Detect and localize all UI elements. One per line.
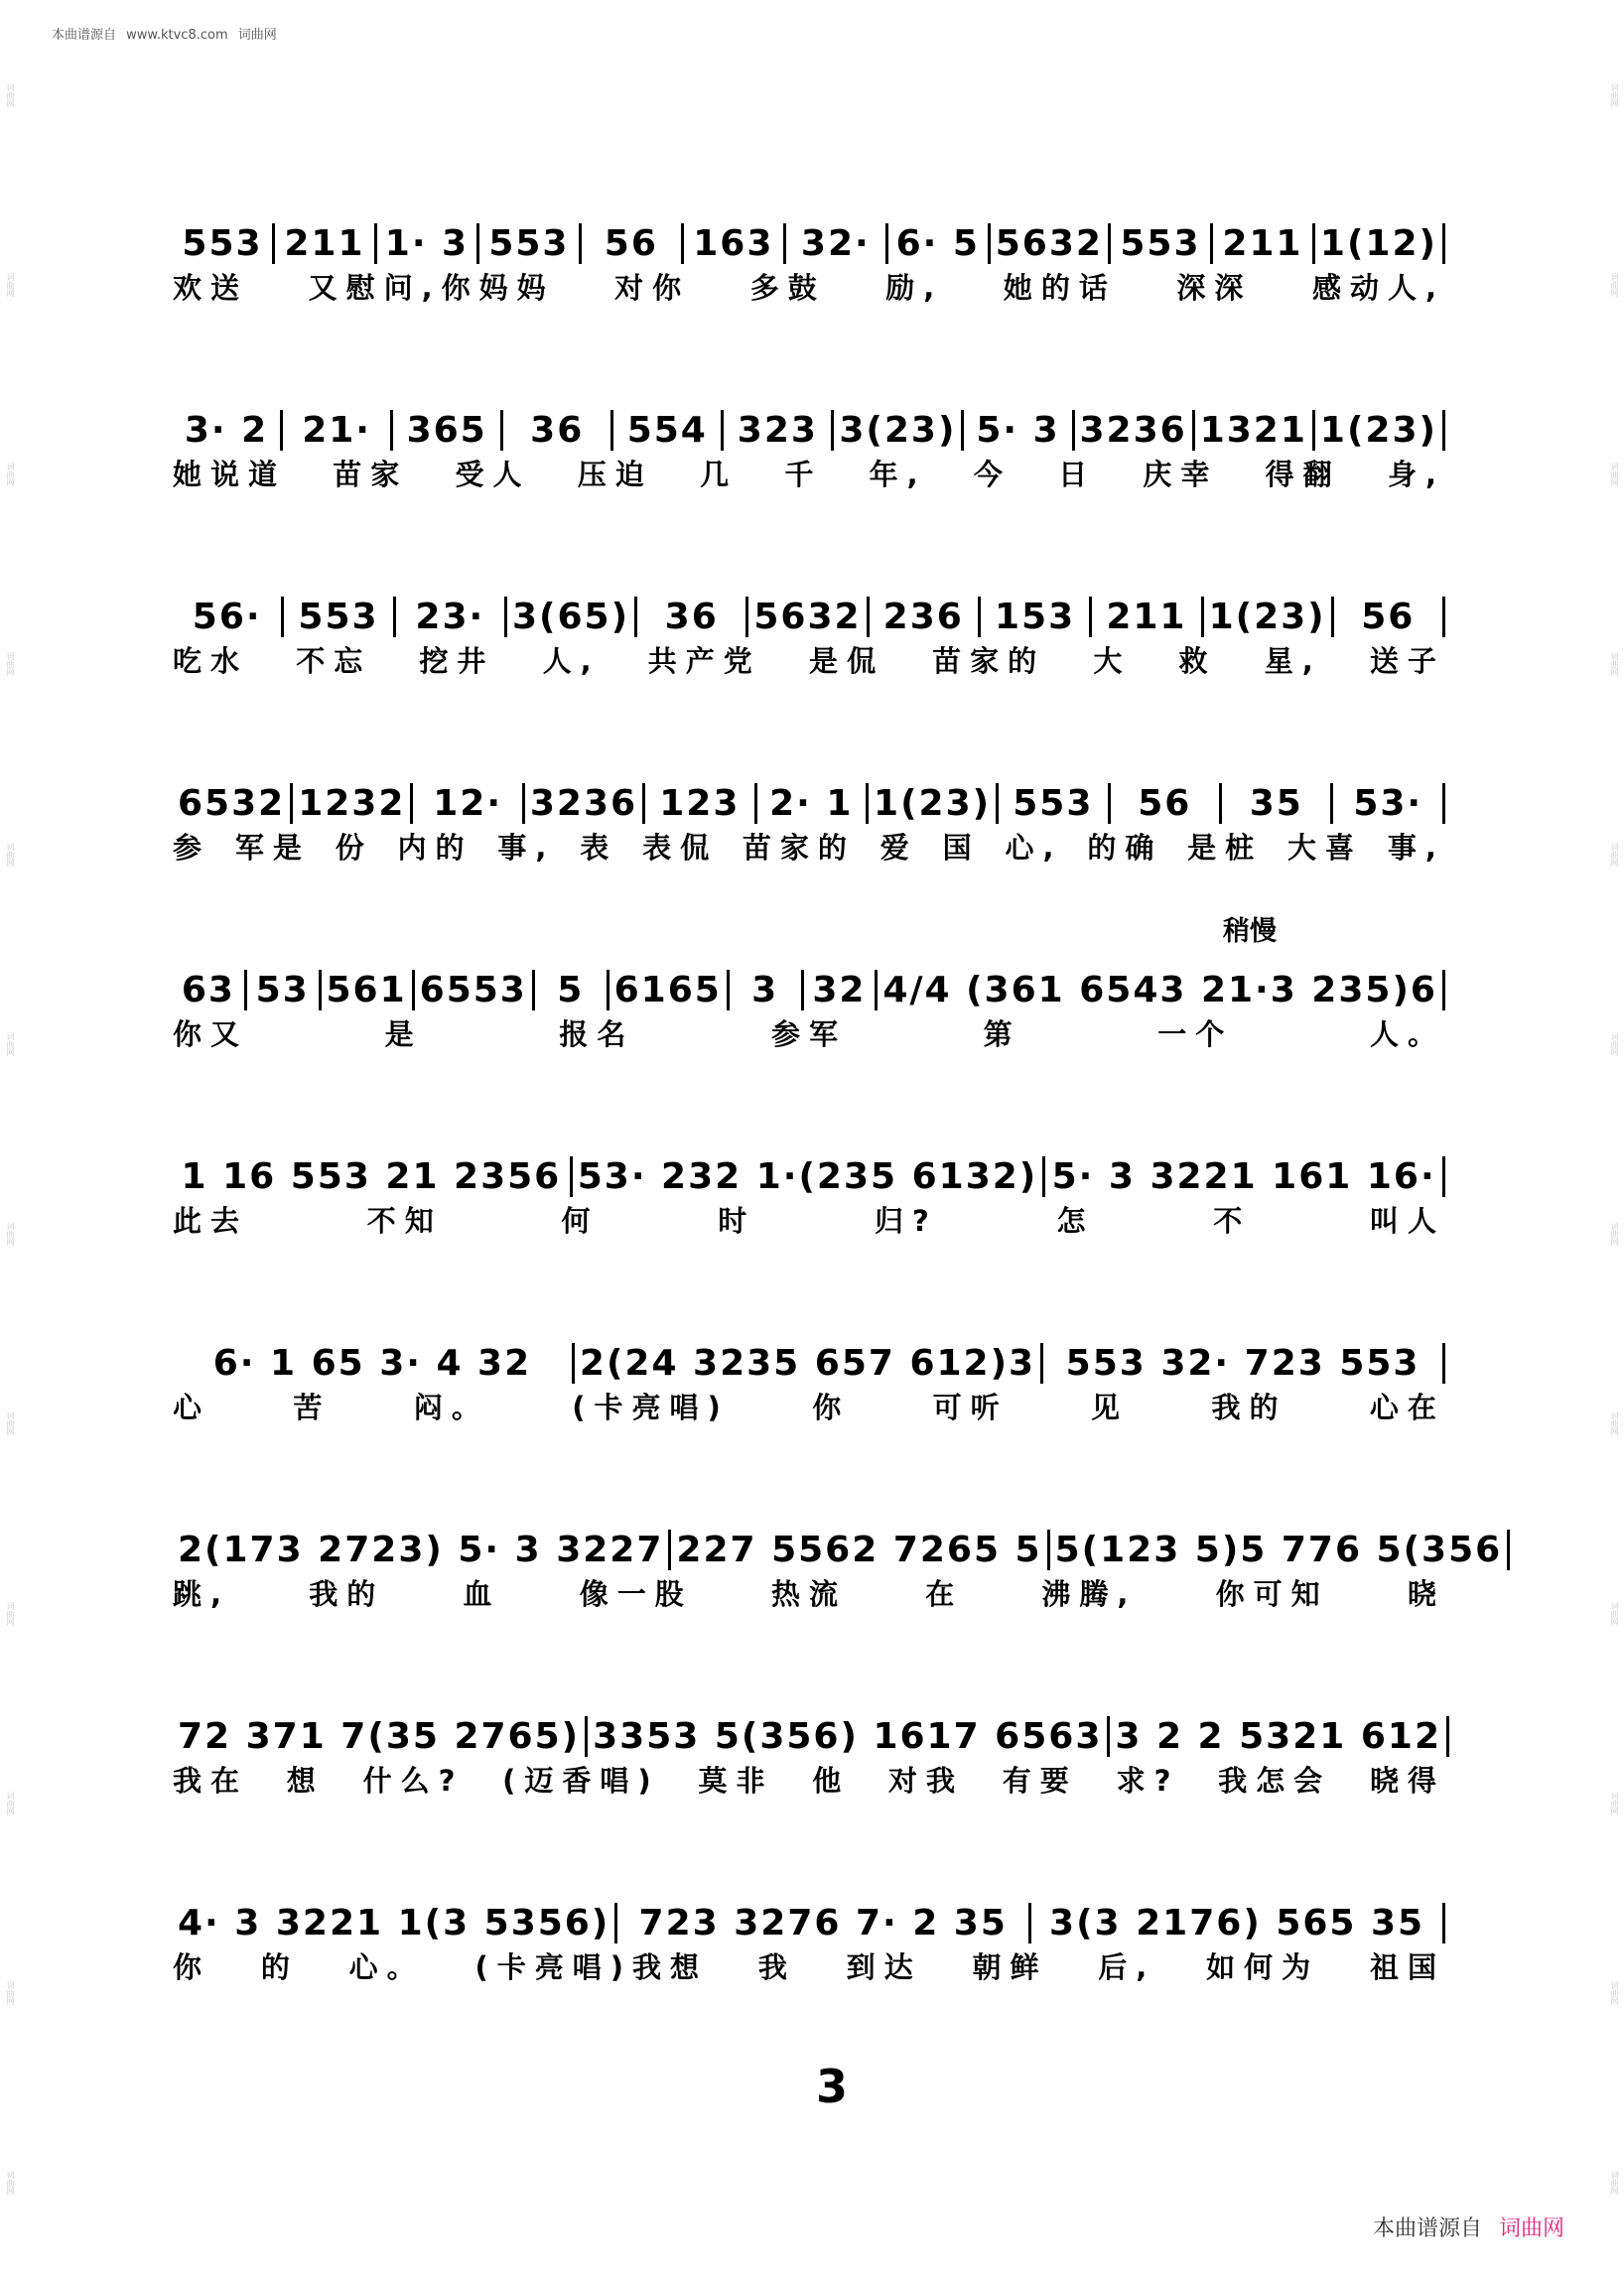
notation-line <box>173 1681 1445 1757</box>
measure: 56 <box>1108 783 1219 824</box>
header-url[interactable]: www.ktvc8.com <box>126 28 228 43</box>
lyric-word: 受人 <box>455 458 531 491</box>
measure: 6532 <box>178 783 286 824</box>
measure: 53· 232 1·(235 6132) <box>570 1156 1043 1197</box>
lyric-word: 我 <box>757 1950 796 1984</box>
lyric-word: 励, <box>885 271 944 305</box>
lyric-word: 是侃 <box>808 644 884 678</box>
lyric-word: 表 <box>580 831 618 865</box>
lyric-word: 深深 <box>1176 271 1253 305</box>
lyric-word: 什么? <box>362 1764 465 1798</box>
lyric-word: 庆幸 <box>1143 458 1219 491</box>
footer <box>1373 2211 1564 2242</box>
lyric-word: 事, <box>1387 831 1445 865</box>
measure: 56 <box>579 223 681 264</box>
lyric-word: 是桩 <box>1187 831 1264 865</box>
lyric-word: 身, <box>1387 458 1445 491</box>
measure: 1(23) <box>1201 597 1331 637</box>
lyric-word: 我的 <box>309 1577 385 1611</box>
lyric-word: 闷。 <box>413 1391 489 1424</box>
lyric-word: 如何为 <box>1206 1950 1320 1984</box>
lyric-word: 事, <box>497 831 556 865</box>
measure: 4/4 (361 6543 21·3 235)6 <box>875 970 1445 1010</box>
lyric-word: 我怎会 <box>1218 1764 1332 1798</box>
measure: 3· 2 <box>184 410 269 451</box>
measure: 12· <box>410 783 521 824</box>
score-row <box>173 548 1445 735</box>
notation-line <box>173 935 1445 1010</box>
measure: 123 <box>642 783 753 824</box>
lyric-word: 晓 <box>1407 1577 1445 1611</box>
lyric-word: 何 <box>561 1204 600 1238</box>
measure: 63 <box>181 970 235 1010</box>
lyric-word: 归? <box>874 1204 938 1238</box>
lyric-word: 后, <box>1098 1950 1156 1984</box>
lyric-word: 欢送 <box>173 271 249 305</box>
lyrics-line <box>173 453 1445 496</box>
measure: 21· <box>280 410 390 451</box>
lyric-word: 想 <box>286 1764 325 1798</box>
measure: 36 <box>500 410 610 451</box>
lyric-word: 你可知 <box>1215 1577 1329 1611</box>
lyric-word: 报名 <box>559 1017 635 1051</box>
lyric-word: 此去 <box>173 1204 249 1238</box>
measure: 163 <box>681 223 783 264</box>
measure: 1· 3 <box>374 223 476 264</box>
measure: 6· 5 <box>885 223 988 264</box>
measure: 1(12) <box>1312 223 1445 264</box>
lyric-word: 千 <box>784 458 823 491</box>
lyric-word: 得翻 <box>1265 458 1341 491</box>
header-source: 本曲谱源自 <box>52 28 117 43</box>
lyric-word: 我的 <box>1211 1391 1287 1424</box>
measure: 56 <box>1331 597 1445 637</box>
measure: 6165 <box>607 970 727 1010</box>
lyric-word: 心 <box>173 1391 211 1424</box>
measure: 236 <box>867 597 978 637</box>
lyric-word: 他 <box>812 1764 851 1798</box>
notation-line <box>173 1308 1445 1384</box>
lyric-word: 你 <box>173 1950 211 1984</box>
measure: 5(123 5)5 776 5(356 <box>1047 1530 1511 1570</box>
measure: 1321 <box>1192 410 1312 451</box>
score-row <box>173 1668 1445 1854</box>
measure: 553 <box>476 223 579 264</box>
measure: 4· 3 3221 1(3 5356) <box>178 1903 610 1943</box>
lyric-word: 见 <box>1091 1391 1130 1424</box>
lyric-word: 感动人, <box>1311 271 1445 305</box>
lyrics-line <box>173 639 1445 683</box>
lyric-word: 沸腾, <box>1041 1577 1138 1611</box>
measure: 3236 <box>522 783 642 824</box>
lyric-word: 不忘 <box>296 644 372 678</box>
measure: 553 <box>182 223 263 264</box>
lyrics-line <box>173 1386 1445 1429</box>
lyric-word: 星, <box>1264 644 1322 678</box>
lyric-word: 一个 <box>1157 1017 1234 1051</box>
lyric-word: 多鼓 <box>749 271 826 305</box>
lyric-word: 她说道 <box>173 458 287 491</box>
measure: 561 <box>319 970 412 1010</box>
notation-line <box>173 1495 1503 1570</box>
lyric-word: 苦 <box>293 1391 332 1424</box>
measure: 323 <box>721 410 831 451</box>
lyric-word: 叫人 <box>1369 1204 1445 1238</box>
score-rows <box>173 175 1503 2041</box>
measure: 5· 3 3221 161 16· <box>1042 1156 1445 1197</box>
page-number: 3 <box>815 2060 848 2113</box>
measure: 1(23) <box>1312 410 1445 451</box>
lyric-word: 心。 <box>348 1950 425 1984</box>
lyric-word: 时 <box>718 1204 756 1238</box>
lyric-word: 在 <box>925 1577 964 1611</box>
measure: 553 32· 723 553 <box>1040 1343 1445 1384</box>
lyric-word: 大 <box>1093 644 1132 678</box>
measure: 2(173 2723) 5· 3 3227 <box>178 1530 664 1570</box>
lyric-word: 不知 <box>366 1204 443 1238</box>
lyric-word: 参军 <box>770 1017 847 1051</box>
lyric-word: 内的 <box>397 831 474 865</box>
lyric-word: 到达 <box>846 1950 922 1984</box>
score-row <box>173 1108 1445 1294</box>
measure: 227 5562 7265 5 <box>668 1530 1046 1570</box>
measure: 3(3 2176) 565 35 <box>1028 1903 1445 1943</box>
lyrics-line <box>173 1012 1445 1056</box>
lyric-word: 苗家的 <box>932 644 1046 678</box>
lyrics-line <box>173 1759 1445 1803</box>
measure: 53· <box>1330 783 1444 824</box>
measure: 56· <box>192 597 262 637</box>
lyric-word: 国 <box>942 831 981 865</box>
lyric-word: 今 <box>973 458 1012 491</box>
lyric-word: 又慰问,你妈妈 <box>308 271 555 305</box>
lyric-word: 苗家 <box>333 458 409 491</box>
lyric-word: 救 <box>1178 644 1217 678</box>
lyric-word: 共产党 <box>647 644 761 678</box>
measure: 1 16 553 21 2356 <box>181 1156 562 1197</box>
lyric-word: 可听 <box>932 1391 1009 1424</box>
notation-line <box>173 189 1445 264</box>
lyric-word: 晓得 <box>1369 1764 1445 1798</box>
lyric-word: 挖井 <box>419 644 495 678</box>
lyric-word: 压迫 <box>577 458 653 491</box>
lyric-word: 心, <box>1005 831 1063 865</box>
measure: 2(24 3235 657 612)3 <box>572 1343 1040 1384</box>
lyric-word: 几 <box>700 458 739 491</box>
lyric-word: 她的话 <box>1003 271 1117 305</box>
lyric-word: 吃水 <box>173 644 249 678</box>
lyrics-line <box>173 266 1445 310</box>
lyric-word: 第 <box>983 1017 1021 1051</box>
measure: 72 371 7(35 2765) <box>178 1716 581 1757</box>
lyric-word: (卡亮唱)我想 <box>474 1950 708 1984</box>
measure: 36 <box>634 597 745 637</box>
lyric-word: 苗家的 <box>742 831 856 865</box>
score-row <box>173 361 1445 548</box>
lyric-word: 参 <box>173 831 211 865</box>
footer-source: 本曲谱源自 <box>1372 2216 1482 2241</box>
measure: 5632 <box>745 597 866 637</box>
measure: 211 <box>1089 597 1200 637</box>
lyric-word: 人, <box>542 644 601 678</box>
lyric-word: 日 <box>1058 458 1097 491</box>
score-row <box>173 1294 1445 1481</box>
left-watermark-strip: 词曲网 词曲网 词曲网 词曲网 词曲网 词曲网 词曲网 词曲网 词曲网 词曲网 词曲网 词曲网 <box>6 82 15 2196</box>
lyric-word: 军是 <box>234 831 311 865</box>
lyric-word: 人。 <box>1369 1017 1445 1051</box>
lyric-word: 表侃 <box>642 831 719 865</box>
measure: 153 <box>978 597 1089 637</box>
measure: 32 <box>801 970 876 1010</box>
lyrics-line <box>173 1945 1445 1989</box>
measure: 53 <box>244 970 319 1010</box>
measure: 365 <box>390 410 500 451</box>
measure: 5 <box>532 970 607 1010</box>
lyrics-line <box>173 1199 1445 1243</box>
lyric-word: 的确 <box>1087 831 1163 865</box>
lyric-word: 怎 <box>1056 1204 1095 1238</box>
lyric-word: 心在 <box>1369 1391 1445 1424</box>
lyric-word: 不 <box>1213 1204 1252 1238</box>
lyric-word: 血 <box>463 1577 501 1611</box>
measure: 1(23) <box>866 783 996 824</box>
measure: 3 2 2 5321 612 <box>1107 1716 1449 1757</box>
lyric-word: 像一股 <box>579 1577 693 1611</box>
notation-line <box>173 748 1445 824</box>
measure: 1232 <box>290 783 410 824</box>
lyrics-line <box>173 1572 1445 1616</box>
measure: 6553 <box>412 970 532 1010</box>
lyric-word: 热流 <box>770 1577 847 1611</box>
lyric-word: 份 <box>335 831 373 865</box>
lyrics-line <box>173 826 1445 870</box>
measure: 32· <box>783 223 885 264</box>
measure: 723 3276 7· 2 35 <box>614 1903 1028 1943</box>
footer-site-link[interactable]: 词曲网 <box>1498 2216 1564 2241</box>
measure: 3(65) <box>504 597 634 637</box>
lyric-word: (卡亮唱) <box>572 1391 730 1424</box>
lyric-word: 祖国 <box>1369 1950 1445 1984</box>
measure: 553 <box>281 597 392 637</box>
lyric-word: 爱 <box>880 831 918 865</box>
lyric-word: 你 <box>812 1391 851 1424</box>
notation-line <box>173 562 1445 637</box>
notation-line <box>173 1868 1445 1943</box>
tempo-mark: 稍慢 <box>1223 916 1277 947</box>
measure: 23· <box>393 597 504 637</box>
right-watermark-strip: 词曲网 词曲网 词曲网 词曲网 词曲网 词曲网 词曲网 词曲网 词曲网 词曲网 词曲网 词曲网 <box>1610 82 1619 2196</box>
measure: 553 <box>996 783 1107 824</box>
notation-line <box>173 375 1445 451</box>
lyric-word: 对我 <box>888 1764 965 1798</box>
measure: 3236 <box>1072 410 1192 451</box>
notation-line <box>173 1122 1445 1197</box>
score-row <box>173 735 1445 921</box>
measure: 3 <box>727 970 801 1010</box>
measure: 553 <box>1108 223 1210 264</box>
lyric-word: 朝鲜 <box>972 1950 1048 1984</box>
measure: 5632 <box>988 223 1108 264</box>
score-row <box>173 916 1445 1108</box>
page-header <box>52 24 283 43</box>
lyric-word: 你又 <box>173 1017 249 1051</box>
lyric-word: 跳, <box>173 1577 231 1611</box>
measure: 211 <box>272 223 374 264</box>
lyric-word: 我在 <box>173 1764 249 1798</box>
lyric-word: 求? <box>1116 1764 1180 1798</box>
measure: 6· 1 65 3· 4 32 <box>212 1343 532 1384</box>
lyric-word: 送子 <box>1369 644 1445 678</box>
measure: 211 <box>1210 223 1312 264</box>
lyric-word: 的 <box>260 1950 299 1984</box>
measure: 2· 1 <box>754 783 866 824</box>
lyric-word: (迈香唱) <box>502 1764 660 1798</box>
header-site: 词曲网 <box>237 28 277 43</box>
lyric-word: 莫非 <box>698 1764 774 1798</box>
lyric-word: 是 <box>384 1017 423 1051</box>
score-row <box>173 1854 1445 2041</box>
measure: 35 <box>1219 783 1330 824</box>
measure: 5· 3 <box>961 410 1071 451</box>
lyric-word: 大喜 <box>1287 831 1364 865</box>
lyric-word: 年, <box>869 458 927 491</box>
measure: 3353 5(356) 1617 6563 <box>585 1716 1107 1757</box>
score-row <box>173 1481 1503 1668</box>
lyric-word: 有要 <box>1002 1764 1078 1798</box>
measure: 3(23) <box>831 410 961 451</box>
lyric-word: 对你 <box>614 271 691 305</box>
measure: 554 <box>610 410 721 451</box>
score-row <box>173 175 1445 361</box>
